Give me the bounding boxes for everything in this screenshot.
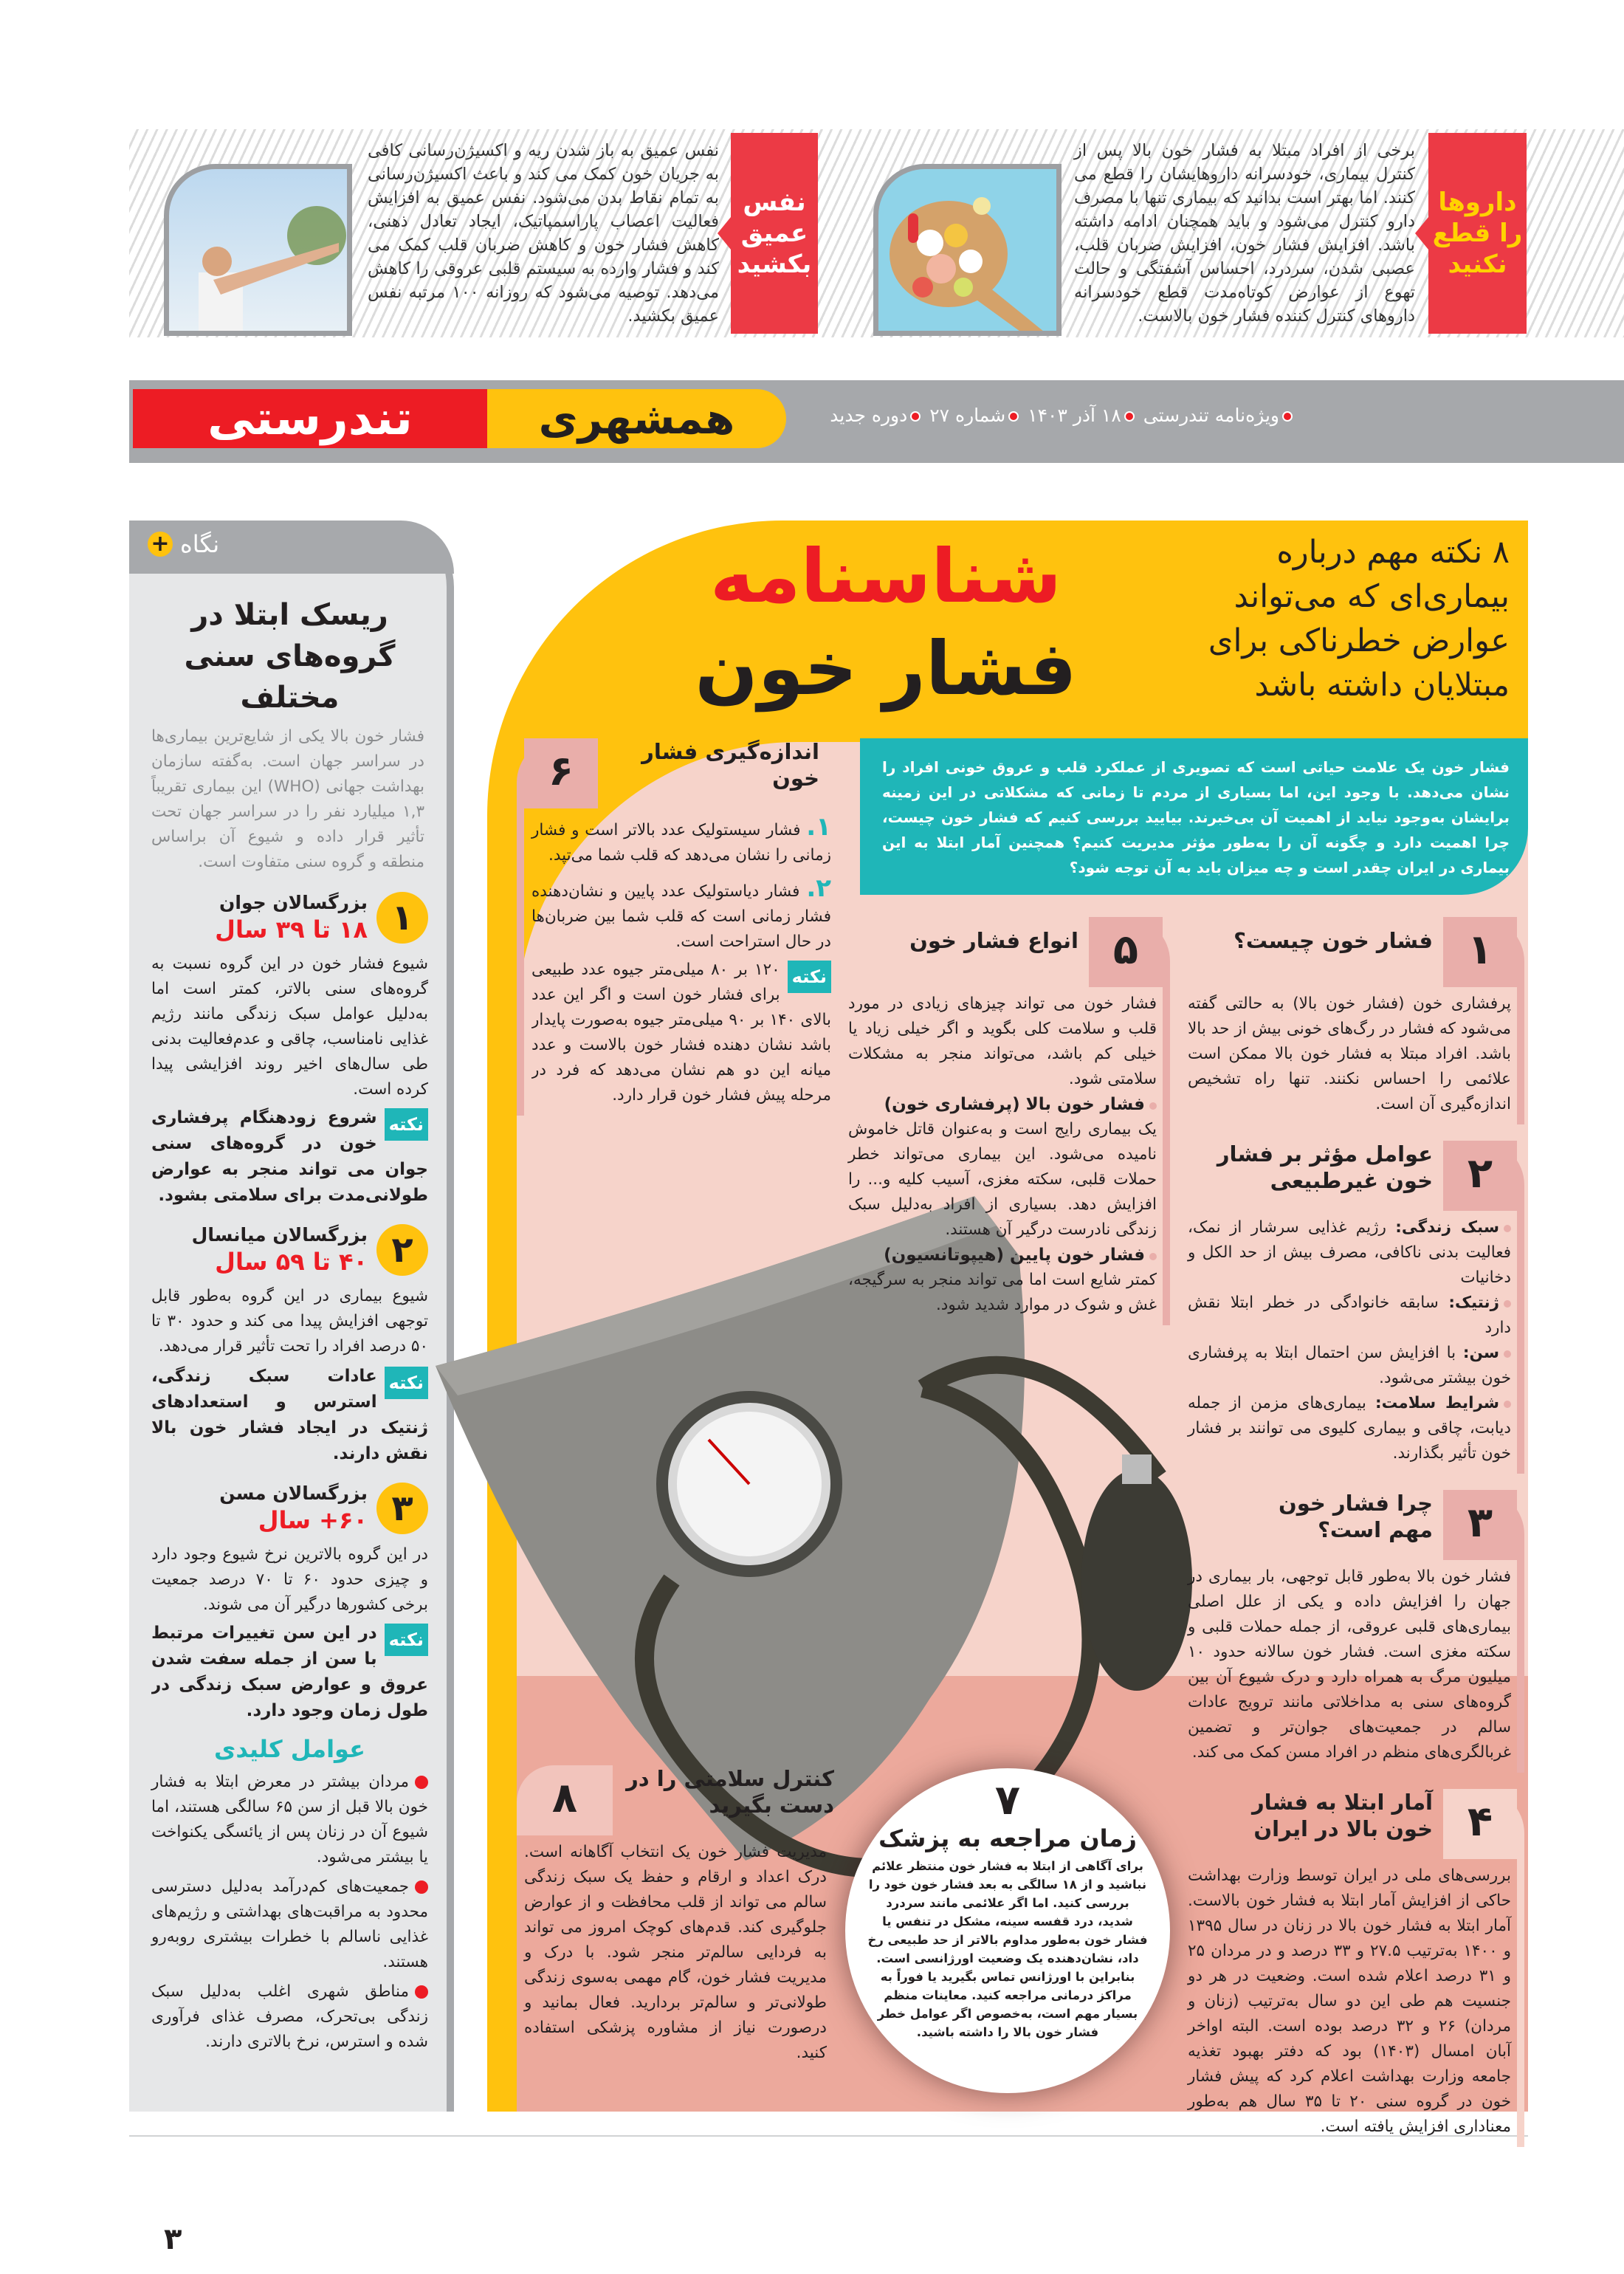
note-badge: نکته — [385, 1624, 428, 1656]
feature-title — [664, 530, 1107, 715]
bullet-icon — [1504, 1225, 1511, 1232]
section-intro-text: فشار خون می تواند چیزهای زیادی در مورد قلب و سلامت کلی بگوید و اگر خیلی زیاد یا خیلی کم باشد، می‌تواند منجر به مشکلات سلامتی شود. — [848, 995, 1157, 1088]
factor-item — [1188, 1341, 1511, 1391]
bullet-icon — [1149, 1253, 1157, 1260]
point-number: ۲. — [806, 873, 831, 903]
group-text: در این گروه بالاترین نرخ شیوع وجود دارد و چیزی حدود ۶۰ تا ۷۰ درصد جمعیت برخی کشورها درگیر آن می شوند. — [151, 1545, 429, 1614]
section-number: ۸ — [517, 1765, 613, 1835]
issue-meta — [794, 405, 1296, 426]
factor-label: سن: — [1462, 1344, 1499, 1362]
section-3 — [1185, 1490, 1524, 1773]
point-number: ۱. — [806, 814, 831, 842]
pills-spoon-photo — [873, 164, 1062, 336]
section-number: ۲ — [1443, 1141, 1517, 1211]
section-number: ۳ — [1443, 1490, 1517, 1560]
bp-type-text: یک بیماری رایج است و به‌عنوان قاتل خاموش نامیده می‌شود. این بیماری می‌تواند خطر حملات قلبی، سکته مغزی، آسیب کلیه و... را افزایش دهد. بسیاری از افراد به‌دلیل سبک زندگی نادرست درگیر آن هستند. — [848, 1120, 1157, 1239]
logo-tandorosti: تندرستی — [133, 389, 487, 448]
note-text: ۱۲۰ بر ۸۰ میلی‌متر جیوه عدد طبیعی برای فشار خون است و اگر این عدد بالای ۱۴۰ بر ۹۰ میلی‌متر جیوه به‌صورت پایدار باشد نشان دهنده فشار خون بالاست و عدد میانه این دو هم نشان می‌دهد که فرد در مرحله پیش فشار خون قرار دارد. — [531, 961, 831, 1105]
key-factor-text: جمعیت‌های کم‌درآمد به‌دلیل دسترسی محدود به مراقبت‌های بهداشتی و رژیم‌های غذایی ناسالم با خطرات بیشتری روبه‌رو هستند. — [151, 1878, 428, 1971]
page-number: ۳ — [164, 2222, 182, 2256]
group-number-badge: ۲ — [376, 1224, 428, 1276]
measure-point — [531, 814, 831, 868]
plus-icon: + — [148, 532, 173, 557]
feature-column-left — [517, 738, 834, 2066]
section-title: فشار خون چیست؟ — [1234, 928, 1433, 953]
group-name: بزرگسالان مسن — [219, 1483, 368, 1504]
sidebar-tag — [148, 530, 219, 558]
intro-box: فشار خون یک علامت حیاتی است که تصویری از عملکرد قلب و عروق خونی افراد را نشان می‌دهد. با وجود این، اما بسیاری از مردم تا زمانی که مشکلاتی در این زمینه برایشان به‌وجود نیاید از اهمیت آن بی‌خبرند. بیایید بررسی کنیم که فشار خون چیست، چرا اهمیت دارد و چگونه آن را به‌طور مؤثر مدیریت کنیم؟ همچنین آمار ابتلا به این بیماری در ایران چقدر است و چه میزان باید به آن توجه شود؟ — [860, 738, 1528, 895]
bp-type-label-text: فشار خون بالا (پرفشاری خون) — [884, 1095, 1145, 1114]
bullet-icon — [1504, 1350, 1511, 1358]
section-text: برای آگاهی از ابتلا به فشار خون منتظر علائم نباشید و از ۱۸ سالگی به بعد فشار خون خود را بررسی کنید. اما اگر علائمی مانند سردرد شدید، درد قفسه سینه، مشکل در تنفس یا فشار خون به‌طور مداوم بالاتر از حد طبیعی رخ داد، نشان‌دهنده یک وضعیت اورژانسی است. بنابراین با اورژانس تماس بگیرید یا فوراً به مراکز درمانی مراجعه کنید. معاینات منظم بسیار مهم است، به‌خصوص اگر عوامل خطر فشار خون بالا را داشته باشید. — [867, 1859, 1148, 2039]
bp-type-label — [848, 1092, 1157, 1117]
plus-dot-icon — [1124, 411, 1135, 422]
section-title: کنترل سلامتی را در دست بگیرید — [626, 1766, 834, 1818]
section-number: ۶ — [524, 738, 598, 808]
deep-breath-photo — [164, 164, 352, 336]
section-text: بررسی‌های ملی در ایران توسط وزارت بهداشت حاکی از افزایش آمار ابتلا به فشار خون بالاست. آمار ابتلا به فشار خون بالا در زنان در سال ۱۳۹۵ و ۱۴۰۰ به‌ترتیب ۲۷.۵ و ۳۳ درصد و در مردان ۲۵ و ۳۱ درصد اعلام شده است. وضعیت در هر دو جنسیت هم طی این دو سال به‌ترتیب (زنان و مردان) ۲۶ و ۳۲ درصد بوده است. البته اواخر آبان امسال (۱۴۰۳) بود که دفتر بهبود تغذیه جامعه وزارت بهداشت اعلام کرد که پیش فشار خون در گروه سنی ۲۰ تا ۳۵ سال هم به‌طور معناداری افزایش یافته است. — [1188, 1866, 1512, 2136]
bullet-icon — [1504, 1300, 1511, 1308]
measure-point — [531, 873, 831, 955]
group-name: بزرگسالان جوان — [219, 892, 368, 913]
title-black: فشار خون — [695, 625, 1077, 712]
sidebar-content — [151, 594, 428, 2055]
section-text: مدیریت فشار خون یک انتخاب آگاهانه است. درک اعداد و ارقام و حفظ یک سبک زندگی سالم می تواند از قلب محافظت و از عوارض جلوگیری کند. قدم‌های کوچک امروز می تواند به فردایی سالم‌تر منجر شود. با درک و مدیریت فشار خون، گام مهمی به‌سوی زندگی طولانی‌تر و سالم‌تر بردارید. فعال بمانید و درصورت نیاز از مشاوره پزشکی استفاده کنید. — [524, 1843, 827, 2062]
section-text — [845, 992, 1163, 1318]
feature-columns — [517, 738, 1524, 2147]
group-text: شیوع فشار خون در این گروه نسبت به گروه‌های سنی بالاتر، کمتر است اما به‌دلیل عوامل سبک زندگی مانند رژیم غذایی نامناسب، چاقی و عدم‌فعالیت بدنی طی سال‌های اخیر روند افزایشی پیدا کرده است. — [151, 955, 428, 1099]
section-1 — [1185, 917, 1524, 1124]
section-title: زمان مراجعه به پزشک — [878, 1824, 1137, 1852]
plus-dot-icon — [1008, 411, 1019, 422]
sidebar-title: ریسک ابتلا در گروه‌های سنی مختلف — [184, 598, 396, 715]
series-label: دوره جدید — [830, 405, 908, 426]
tip-text-dont-stop-meds: برخی از افراد مبتلا به فشار خون بالا پس از کنترل بیماری، خودسرانه داروهایشان را قطع می کنند. اما بهتر است بدانید که بیماری تنها با مصرف دارو کنترل می‌شود و باید همچنان ادامه داشته باشد. افزایش فشار خون، افزایش ضربان قلب، عصبی شدن، سردرد، احساس آشفتگی و حالت تهوع از عوارض کوتاه‌مدت قطع خودسرانه داروهای کنترل کننده فشار خون بالاست. — [1074, 141, 1415, 326]
note-badge: نکته — [788, 961, 831, 993]
plus-dot-icon — [910, 411, 921, 422]
title-red: شناسنامه — [710, 533, 1062, 619]
section-8 — [517, 1765, 834, 2066]
factor-item — [1188, 1215, 1511, 1291]
group-number-badge: ۱ — [376, 892, 428, 944]
factor-label: ژنتیک: — [1448, 1294, 1499, 1312]
age-group-middle — [151, 1223, 428, 1467]
measure-note — [531, 958, 831, 1108]
group-ages: ۱۸ تا ۳۹ سال — [215, 916, 368, 944]
bp-type-label — [848, 1243, 1157, 1268]
feature-column-middle — [845, 917, 1170, 2093]
section-text: پرفشاری خون (فشار خون بالا) به حالتی گفته می‌شود که فشار در رگ‌های خونی بیش از حد بالا باشد. افراد مبتلا به فشار خون بالا ممکن است علائمی را احساس نکنند. تنها راه تشخیص اندازه‌گیری آن است. — [1188, 995, 1511, 1113]
bp-type-label-text: فشار خون پایین (هیپوتانسیون) — [884, 1246, 1145, 1265]
factors-list — [1185, 1215, 1517, 1466]
section-number: ۱ — [1443, 917, 1517, 987]
factor-text: سابقه خانوادگی در خطر ابتلا نقش دارد — [1188, 1294, 1511, 1337]
factor-label: سبک زندگی: — [1395, 1218, 1499, 1237]
bullet-icon — [1149, 1102, 1157, 1110]
key-factor-item — [151, 1770, 428, 1870]
tip-label-dont-stop-meds: داروها را قطع نکنید — [1428, 133, 1527, 334]
pills-spoon-image — [878, 169, 1062, 336]
factor-label: شرایط سلامت: — [1375, 1394, 1499, 1412]
point-text: فشار سیستولیک عدد بالاتر است و فشار زمانی را نشان می‌دهد که قلب شما می‌تپد. — [531, 821, 831, 865]
feature-heading-row — [517, 530, 1524, 729]
section-5 — [845, 917, 1170, 1325]
man-breathing-image — [169, 169, 352, 336]
bullet-icon — [1504, 1401, 1511, 1408]
tip-text-deep-breath: نفس عمیق به باز شدن ریه و اکسیژن‌رسانی کافی به جریان خون کمک می کند و باعث اکسیژن‌رسانی به تمام نقاط بدن می‌شود. نفس عمیق به افزایش فعالیت اعصاب پاراسمپاتیک، ایجاد تعادل ذهنی، کاهش فشار خون و کاهش ضربان قلب کمک می کند و فشار وارده به سیستم قلبی عروقی را کاهش می‌دهد. توصیه می‌شود که روزانه ۱۰۰ مرتبه نفس عمیق بکشید. — [368, 141, 720, 326]
factor-text: بیماری‌های مزمن از جمله دیابت، چاقی و بیماری کلیوی می توانند بر فشار خون تأثیر بگذارند. — [1188, 1394, 1511, 1463]
age-group-young — [151, 891, 428, 1209]
bp-type-text: کمتر شایع است اما می تواند منجر به سرگیجه، غش و شوک در موارد شدید شود. — [848, 1271, 1157, 1314]
supplement-name: ویژه‌نامه تندرستی — [1143, 405, 1279, 426]
group-note — [151, 1621, 428, 1724]
section-title: آمار ابتلا به فشار خون بالا در ایران — [1251, 1790, 1433, 1841]
factor-item — [1188, 1391, 1511, 1466]
section-number: ۴ — [1443, 1789, 1517, 1859]
feature-column-right — [1185, 917, 1524, 2147]
issue-date: ۱۸ آذر ۱۴۰۳ — [1028, 405, 1121, 426]
factor-item — [1188, 1291, 1511, 1341]
plus-dot-icon — [1282, 411, 1293, 422]
feature-subtitle: ۸ نکته مهم درباره بیماری‌ای که می‌تواند عوارض خطرناکی برای مبتلایان داشته باشد — [1208, 534, 1510, 704]
section-title: اندازه‌گیری فشار خون — [641, 739, 819, 791]
group-number-badge: ۳ — [376, 1483, 428, 1534]
section-text — [524, 814, 834, 1108]
group-note-text: شروع زودهنگام پرفشاری خون در گروه‌های سنی جوان می تواند منجر به عوارض طولانی‌مدت برای سلامتی بشود. — [151, 1108, 428, 1205]
issue-number: شماره ۲۷ — [929, 405, 1006, 426]
key-factor-item — [151, 1979, 428, 2055]
feature-content — [517, 530, 1524, 2147]
section-6 — [517, 738, 834, 1116]
key-factor-text: مناطق شهری اغلب به‌دلیل سبک زندگی بی‌تحرک، مصرف غذای فرآوری شده و استرس، نرخ بالاتری دارند. — [151, 1982, 428, 2051]
factor-text: با افزایش سن احتمال ابتلا به پرفشاری خون بیشتر می‌شود. — [1188, 1344, 1511, 1387]
sidebar-intro: فشار خون بالا یکی از شایع‌ترین بیماری‌ها در سراسر جهان است. به‌گفته سازمان بهداشت جهانی (WHO) این بیماری تقریباً ۱,۳ میلیارد نفر را در سراسر جهان تحت تأثیر قرار داده و شیوع آن براساس منطقه و گروه سنی متفاوت است. — [151, 727, 425, 871]
tip-label-deep-breath: نفس عمیق بکشید — [731, 133, 818, 334]
point-text: فشار دیاستولیک عدد پایین و نشان‌دهنده فشار زمانی است که قلب شما بین ضربان‌ها در حال استراحت است. — [531, 882, 831, 951]
section-title: چرا فشار خون مهم است؟ — [1279, 1491, 1433, 1542]
age-group-senior — [151, 1482, 428, 1724]
key-factor-text: مردان بیشتر در معرض ابتلا به فشار خون بالا قبل از سن ۶۵ سالگی هستند، اما شیوع آن در زنان پس از یائسگی یکنواخت یا بیشتر می‌شود. — [151, 1773, 428, 1866]
sidebar-tag-label: نگاه — [180, 530, 220, 558]
section-title: انواع فشار خون — [909, 928, 1078, 953]
section-text: فشار خون بالا به‌طور قابل توجهی، بار بیماری در جهان را افزایش داده و یکی از علل اصلی بیماری‌های قلبی عروقی، از جمله حملات قلبی و سکته مغزی است. فشار خون سالانه حدود ۱۰ میلیون مرگ به همراه دارد و درک شیوع آن بین گروه‌های سنی به مداخلاتی مانند ترویج عادات سالم در جمعیت‌های جوان‌تر و تضمین غربالگری‌های منظم در افراد مسن کمک می کند. — [1188, 1567, 1511, 1762]
group-note — [151, 1105, 428, 1209]
group-text: شیوع بیماری در این گروه به‌طور قابل توجهی افزایش پیدا می کند و حدود ۳۰ تا ۵۰ درصد افراد را تحت تأثیر قرار می‌دهد. — [151, 1287, 428, 1356]
note-badge: نکته — [385, 1367, 428, 1399]
group-ages: ۴۰ تا ۵۹ سال — [215, 1248, 368, 1276]
key-factors-list — [151, 1770, 428, 2055]
section-number: ۵ — [1089, 917, 1163, 987]
feature-right-block — [845, 738, 1524, 2147]
section-4 — [1185, 1789, 1524, 2147]
bullet-icon — [415, 1985, 428, 1999]
group-note-text: در این سن تغییرات مرتبط با سن از جمله سفت شدن عروق و عوارض سبک زندگی در طول زمان وجود دارد. — [151, 1624, 428, 1720]
note-badge: نکته — [385, 1108, 428, 1141]
group-ages: ۶۰+ سال — [258, 1506, 368, 1534]
group-note — [151, 1364, 428, 1467]
group-name: بزرگسالان میانسال — [191, 1224, 368, 1246]
section-number: ۷ — [994, 1776, 1021, 1824]
section-title: عوامل مؤثر بر فشار خون غیرطبیعی — [1217, 1141, 1433, 1193]
key-factors-title: عوامل کلیدی — [214, 1735, 365, 1763]
key-factor-item — [151, 1875, 428, 1975]
factor-text: رژیم غذایی سرشار از نمک، فعالیت بدنی ناکافی، مصرف بیش از حد الکل و دخانیات — [1188, 1218, 1511, 1287]
section-7 — [845, 1768, 1170, 2093]
group-note-text: عادات سبک زندگی، استرس و استعدادهای ژنتیک در ایجاد فشار خون بالا نقش دارند. — [151, 1367, 428, 1463]
logo-hamshahri: همشهری — [487, 389, 786, 448]
section-2 — [1185, 1141, 1524, 1474]
